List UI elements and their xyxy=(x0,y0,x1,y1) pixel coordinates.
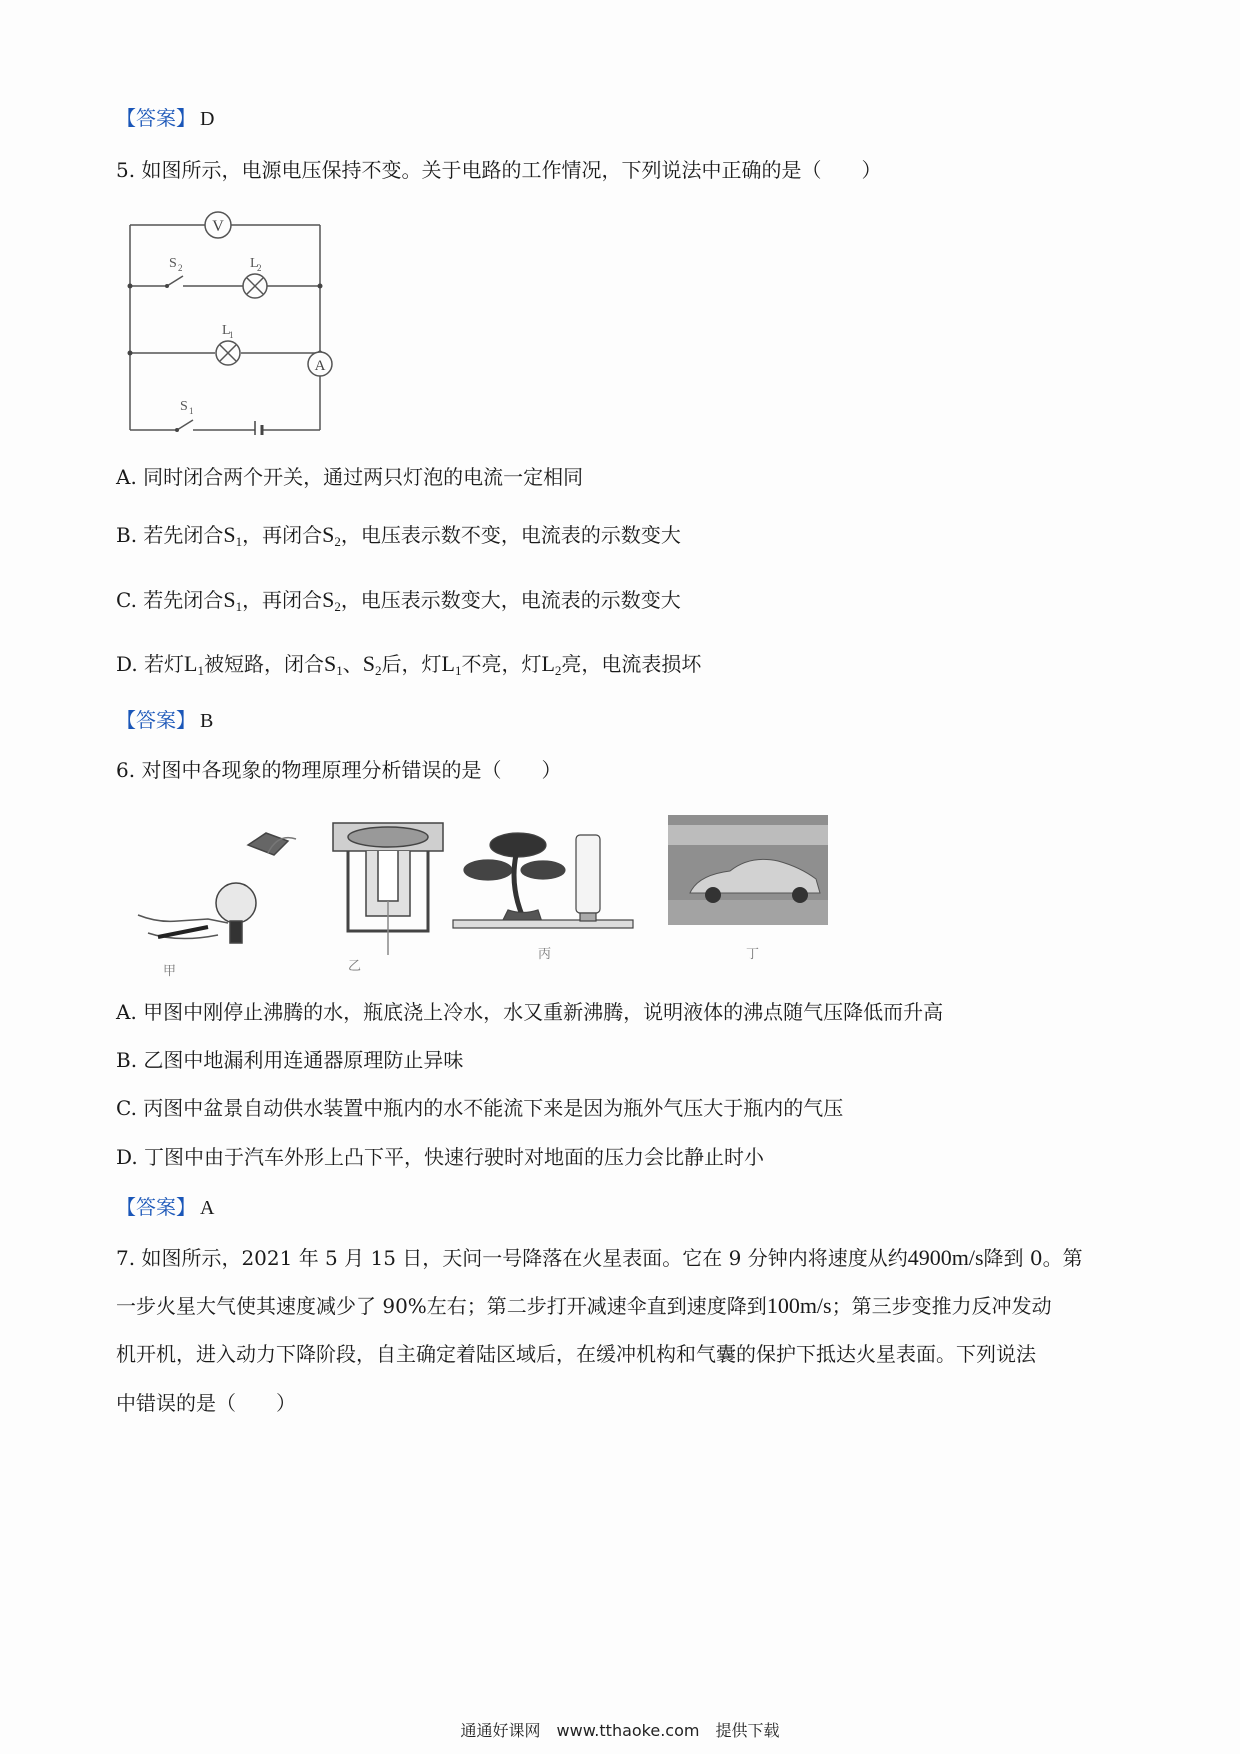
option-text: ，电压表示数不变，电流表的示数变大 xyxy=(340,523,681,547)
symbol-s1: S xyxy=(324,651,337,676)
caption-ding: 丁 xyxy=(746,947,760,962)
answer-label: 【答案】 xyxy=(116,1195,196,1219)
s1-label-sub: 1 xyxy=(189,406,194,416)
q5-answer xyxy=(116,706,213,735)
option-text: C. 若先闭合 xyxy=(116,588,224,612)
caption-yi: 乙 xyxy=(348,959,362,974)
answer-value: B xyxy=(200,710,214,732)
q6-stem: 6. 对图中各现象的物理原理分析错误的是（ ） xyxy=(116,758,562,782)
q7-line-1 xyxy=(116,1244,1083,1272)
q6-option-a: A. 甲图中刚停止沸腾的水，瓶底浇上冷水，水又重新沸腾，说明液体的沸点随气压降低而升高 xyxy=(116,1000,944,1024)
symbol-s2: S xyxy=(362,651,375,676)
option-text: ，电压表示数变大，电流表的示数变大 xyxy=(340,588,681,612)
q6-answer xyxy=(116,1193,214,1222)
lamp-l2-icon xyxy=(243,274,267,298)
question-text: 7. 如图所示，2021 年 5 月 15 日，天问一号降落在火星表面。它在 9 分钟内将速度从约 xyxy=(116,1246,908,1270)
q6-option-d: D. 丁图中由于汽车外形上凸下平，快速行驶时对地面的压力会比静止时小 xyxy=(116,1145,765,1169)
q7-line-4: 中错误的是（ ） xyxy=(116,1391,296,1415)
symbol-l1-sub: 1 xyxy=(454,663,462,678)
phenomena-figures xyxy=(128,815,928,985)
velocity-value: 4900m/s xyxy=(907,1245,984,1270)
symbol-s2: S xyxy=(322,587,335,612)
option-text: 、 xyxy=(342,652,363,676)
s2-label: S xyxy=(169,256,177,271)
option-text: ，再闭合 xyxy=(242,523,323,547)
symbol-s2-sub: 2 xyxy=(334,534,341,549)
symbol-s1: S xyxy=(223,522,236,547)
s1-label: S xyxy=(180,399,188,414)
option-text: 被短路，闭合 xyxy=(204,652,324,676)
q7-line-2 xyxy=(116,1292,1052,1320)
option-text: ，再闭合 xyxy=(242,588,323,612)
caption-jia: 甲 xyxy=(163,964,177,979)
voltmeter-label: V xyxy=(212,218,224,235)
figure-jia-flask xyxy=(138,833,296,943)
symbol-s1-sub: 1 xyxy=(336,663,343,678)
symbol-s2: S xyxy=(322,522,335,547)
symbol-s2-sub: 2 xyxy=(334,599,341,614)
answer-label: 【答案】 xyxy=(116,106,196,130)
symbol-s1-sub: 1 xyxy=(235,534,243,549)
circuit-diagram xyxy=(125,205,350,435)
symbol-l2: L xyxy=(541,651,555,676)
figure-yi-floor-drain xyxy=(333,823,443,955)
l1-label: L xyxy=(222,323,231,338)
q5-option-b xyxy=(116,521,681,556)
s2-label-sub: 2 xyxy=(178,263,183,273)
symbol-s2-sub: 2 xyxy=(375,663,382,678)
answer-value: D xyxy=(200,108,215,130)
q5-option-d xyxy=(116,650,701,685)
figure-ding-car xyxy=(668,815,828,925)
ammeter-label: A xyxy=(314,358,326,374)
symbol-l1-sub: 1 xyxy=(197,663,204,678)
question-text: 一步火星大气使其速度减少了 90%左右；第二步打开减速伞直到速度降到 xyxy=(116,1294,767,1318)
question-text: ；第三步变推力反冲发动 xyxy=(831,1294,1052,1318)
caption-bing: 丙 xyxy=(538,947,552,962)
symbol-s1-sub: 1 xyxy=(235,599,243,614)
figure-bing-bonsai xyxy=(453,833,633,928)
symbol-s1: S xyxy=(223,587,236,612)
option-text: 不亮，灯 xyxy=(461,652,542,676)
question-text: 降到 0。第 xyxy=(983,1246,1083,1270)
answer-value: A xyxy=(200,1197,215,1219)
symbol-l2-sub: 2 xyxy=(554,663,562,678)
l2-label: L xyxy=(250,256,259,271)
option-text: 后，灯 xyxy=(381,652,442,676)
page-footer: 通通好课网 www.tthaoke.com 提供下载 xyxy=(460,1721,780,1740)
lamp-l1-icon xyxy=(216,341,240,365)
q4-answer xyxy=(116,104,214,133)
q7-line-3: 机开机，进入动力下降阶段，自主确定着陆区域后，在缓冲机构和气囊的保护下抵达火星表面。下列说法 xyxy=(116,1342,1036,1366)
q5-option-c xyxy=(116,586,681,621)
q6-option-c: C. 丙图中盆景自动供水装置中瓶内的水不能流下来是因为瓶外气压大于瓶内的气压 xyxy=(116,1096,844,1120)
answer-label: 【答案】 xyxy=(116,708,196,732)
q5-option-a: A. 同时闭合两个开关，通过两只灯泡的电流一定相同 xyxy=(116,465,584,489)
symbol-l1: L xyxy=(184,651,198,676)
option-text: B. 若先闭合 xyxy=(116,523,224,547)
q5-stem: 5. 如图所示，电源电压保持不变。关于电路的工作情况，下列说法中正确的是（ ） xyxy=(116,158,882,182)
option-text: D. 若灯 xyxy=(116,652,185,676)
l1-label-sub: 1 xyxy=(229,330,234,340)
option-text: 亮，电流表损坏 xyxy=(561,652,702,676)
l2-label-sub: 2 xyxy=(257,263,262,273)
q6-option-b: B. 乙图中地漏利用连通器原理防止异味 xyxy=(116,1048,464,1072)
symbol-l1: L xyxy=(441,651,455,676)
velocity-value: 100m/s xyxy=(766,1293,832,1318)
